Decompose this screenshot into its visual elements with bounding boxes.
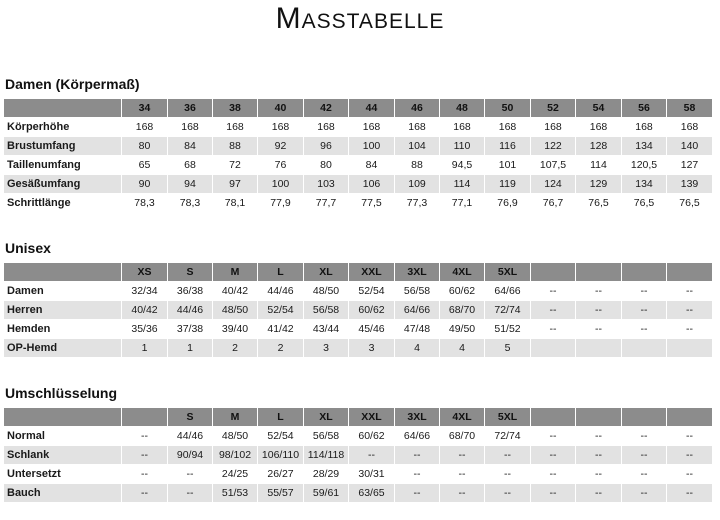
table-cell: 56/58 (304, 301, 349, 320)
table-cell: 94,5 (440, 156, 485, 175)
row-label: Gesäßumfang (4, 175, 122, 194)
table-cell: 107,5 (531, 156, 576, 175)
table-header-cell: 46 (395, 99, 440, 118)
table-cell: 40/42 (122, 301, 168, 320)
size-table (3, 98, 713, 213)
table-header-cell: 4XL (440, 408, 485, 427)
table-cell: -- (576, 484, 622, 503)
table-header-cell: 40 (258, 99, 304, 118)
table-header-cell (576, 263, 622, 282)
table-cell: 168 (213, 118, 258, 137)
table-cell: 76,5 (622, 194, 667, 213)
table-cell: 48/50 (304, 282, 349, 301)
table-cell: 1 (122, 339, 168, 358)
table-cell: -- (667, 320, 713, 339)
table-cell: 168 (576, 118, 622, 137)
page-title: Masstabelle (275, 2, 445, 35)
table-cell: 55/57 (258, 484, 304, 503)
table-cell: 76,5 (576, 194, 622, 213)
table-cell: -- (622, 301, 667, 320)
table-cell: 122 (531, 137, 576, 156)
table-header-cell: 58 (667, 99, 713, 118)
table-cell: 44/46 (168, 301, 213, 320)
table-cell: 64/66 (395, 301, 440, 320)
table-cell: 76 (258, 156, 304, 175)
table-cell: 56/58 (304, 427, 349, 446)
table-cell: 97 (213, 175, 258, 194)
table-cell: -- (531, 282, 576, 301)
section-title: Unisex (5, 240, 51, 256)
table-cell: 51/53 (213, 484, 258, 503)
table-cell: -- (395, 446, 440, 465)
table-cell: -- (531, 427, 576, 446)
table-header-cell (667, 408, 713, 427)
table-row (4, 427, 713, 446)
table-cell: 64/66 (395, 427, 440, 446)
table-header-cell: 54 (576, 99, 622, 118)
table-cell: 77,3 (395, 194, 440, 213)
table-cell: 36/38 (168, 282, 213, 301)
table-header-cell: 44 (349, 99, 395, 118)
table-cell: -- (667, 282, 713, 301)
table-cell: -- (576, 446, 622, 465)
table-cell: 168 (122, 118, 168, 137)
row-label: Normal (4, 427, 122, 446)
table-cell: -- (576, 465, 622, 484)
row-label: Schrittlänge (4, 194, 122, 213)
table-cell: -- (576, 282, 622, 301)
size-table (3, 407, 713, 503)
table-cell: -- (622, 465, 667, 484)
table-cell: 168 (258, 118, 304, 137)
table-cell: -- (576, 301, 622, 320)
table-cell: 168 (440, 118, 485, 137)
table-header-row (4, 99, 713, 118)
table-cell: 116 (485, 137, 531, 156)
table-cell: 51/52 (485, 320, 531, 339)
table-cell: 110 (440, 137, 485, 156)
table-row (4, 137, 713, 156)
table-cell: 72/74 (485, 301, 531, 320)
table-cell: -- (622, 427, 667, 446)
table-header-cell: XL (304, 263, 349, 282)
table-cell: 2 (213, 339, 258, 358)
row-label: OP-Hemd (4, 339, 122, 358)
table-cell (531, 339, 576, 358)
table-header-cell (122, 408, 168, 427)
table-header-cell: 5XL (485, 263, 531, 282)
table-cell: 120,5 (622, 156, 667, 175)
table-cell: 134 (622, 137, 667, 156)
table-cell: 127 (667, 156, 713, 175)
table-cell: -- (349, 446, 395, 465)
table-cell: 41/42 (258, 320, 304, 339)
table-cell: 37/38 (168, 320, 213, 339)
table-cell: -- (622, 320, 667, 339)
table-header-cell: XXL (349, 408, 395, 427)
table-cell: 124 (531, 175, 576, 194)
size-table (3, 262, 713, 358)
table-cell: 128 (576, 137, 622, 156)
table-cell: 77,1 (440, 194, 485, 213)
table-cell: -- (667, 465, 713, 484)
table-cell: 84 (168, 137, 213, 156)
table-cell: -- (168, 465, 213, 484)
table-cell: 44/46 (168, 427, 213, 446)
table-header-cell: 52 (531, 99, 576, 118)
table-cell: 104 (395, 137, 440, 156)
table-cell: 68/70 (440, 427, 485, 446)
table-row (4, 484, 713, 503)
table-cell: -- (485, 484, 531, 503)
section-title: Damen (Körpermaß) (5, 76, 140, 92)
table-header-row (4, 408, 713, 427)
table-cell: 78,1 (213, 194, 258, 213)
table-cell (576, 339, 622, 358)
table-cell: 77,7 (304, 194, 349, 213)
table-cell: 109 (395, 175, 440, 194)
table-cell: -- (622, 446, 667, 465)
table-cell: 65 (122, 156, 168, 175)
table-cell: 5 (485, 339, 531, 358)
table-cell: 72/74 (485, 427, 531, 446)
table-header-cell: XXL (349, 263, 395, 282)
table-header-cell: M (213, 263, 258, 282)
table-cell: -- (667, 427, 713, 446)
table-cell: 168 (349, 118, 395, 137)
table-row (4, 446, 713, 465)
table-cell: 168 (622, 118, 667, 137)
table-row (4, 118, 713, 137)
table-cell: -- (622, 282, 667, 301)
table-header-cell (622, 263, 667, 282)
table-header-cell: 34 (122, 99, 168, 118)
table-header-cell (667, 263, 713, 282)
table-cell: 3 (349, 339, 395, 358)
table-cell: 48/50 (213, 301, 258, 320)
table-corner-cell (4, 408, 122, 427)
table-cell: 56/58 (395, 282, 440, 301)
table-cell: -- (531, 320, 576, 339)
table-cell: -- (440, 465, 485, 484)
table-cell: 60/62 (440, 282, 485, 301)
table-cell: 114 (440, 175, 485, 194)
table-header-cell (531, 263, 576, 282)
table-header-cell: M (213, 408, 258, 427)
table-cell: -- (531, 301, 576, 320)
table-cell: 35/36 (122, 320, 168, 339)
table-header-cell: 3XL (395, 408, 440, 427)
table-cell: 168 (304, 118, 349, 137)
table-cell: -- (667, 484, 713, 503)
table-cell: 101 (485, 156, 531, 175)
table-cell: -- (531, 465, 576, 484)
table-cell: 98/102 (213, 446, 258, 465)
table-cell: 106 (349, 175, 395, 194)
table-cell: 168 (667, 118, 713, 137)
table-cell: 43/44 (304, 320, 349, 339)
table-cell: 2 (258, 339, 304, 358)
row-label: Körperhöhe (4, 118, 122, 137)
table-cell: 40/42 (213, 282, 258, 301)
section-title: Umschlüsselung (5, 385, 118, 401)
table-cell: 78,3 (168, 194, 213, 213)
table-cell: 30/31 (349, 465, 395, 484)
table-cell: -- (122, 427, 168, 446)
table-cell: 59/61 (304, 484, 349, 503)
row-label: Taillenumfang (4, 156, 122, 175)
table-header-cell: 4XL (440, 263, 485, 282)
table-header-cell: 56 (622, 99, 667, 118)
table-header-cell: L (258, 408, 304, 427)
table-header-cell: 50 (485, 99, 531, 118)
table-row (4, 194, 713, 213)
table-cell: -- (576, 320, 622, 339)
table-cell: 24/25 (213, 465, 258, 484)
table-corner-cell (4, 99, 122, 118)
table-cell: 134 (622, 175, 667, 194)
row-label: Untersetzt (4, 465, 122, 484)
table-header-cell: 36 (168, 99, 213, 118)
row-label: Schlank (4, 446, 122, 465)
row-label: Bauch (4, 484, 122, 503)
table-cell: -- (622, 484, 667, 503)
row-label: Brustumfang (4, 137, 122, 156)
table-cell: 168 (531, 118, 576, 137)
table-cell: 129 (576, 175, 622, 194)
table-cell: -- (485, 446, 531, 465)
table-cell: 28/29 (304, 465, 349, 484)
table-cell: 88 (395, 156, 440, 175)
table-cell: 60/62 (349, 301, 395, 320)
table-cell: 3 (304, 339, 349, 358)
table-cell: 100 (349, 137, 395, 156)
table-cell: 52/54 (258, 427, 304, 446)
table-cell: 48/50 (213, 427, 258, 446)
table-cell: 114 (576, 156, 622, 175)
table-cell: 68 (168, 156, 213, 175)
table-header-cell: 42 (304, 99, 349, 118)
table-cell: 140 (667, 137, 713, 156)
table-header-cell: S (168, 263, 213, 282)
table-header-cell: 3XL (395, 263, 440, 282)
table-cell: -- (395, 484, 440, 503)
table-cell: -- (667, 301, 713, 320)
table-cell: 26/27 (258, 465, 304, 484)
table-header-cell: XL (304, 408, 349, 427)
table-cell: 114/118 (304, 446, 349, 465)
table-cell: -- (667, 446, 713, 465)
table-cell: 32/34 (122, 282, 168, 301)
table-cell: 100 (258, 175, 304, 194)
table-row (4, 282, 713, 301)
table-cell: -- (531, 484, 576, 503)
table-cell: 76,9 (485, 194, 531, 213)
table-cell: 47/48 (395, 320, 440, 339)
table-cell: 80 (122, 137, 168, 156)
table-row (4, 339, 713, 358)
table-cell: 139 (667, 175, 713, 194)
table-cell: 96 (304, 137, 349, 156)
table-cell (667, 339, 713, 358)
table-cell: 63/65 (349, 484, 395, 503)
row-label: Damen (4, 282, 122, 301)
table-cell: 44/46 (258, 282, 304, 301)
table-cell: -- (440, 484, 485, 503)
table-cell: -- (122, 446, 168, 465)
table-cell: 52/54 (258, 301, 304, 320)
table-cell: 77,9 (258, 194, 304, 213)
table-cell: -- (168, 484, 213, 503)
table-cell: 49/50 (440, 320, 485, 339)
table-header-row (4, 263, 713, 282)
table-cell: 45/46 (349, 320, 395, 339)
table-cell: 90 (122, 175, 168, 194)
table-cell: -- (531, 446, 576, 465)
table-row (4, 320, 713, 339)
table-header-cell: L (258, 263, 304, 282)
table-cell: 39/40 (213, 320, 258, 339)
table-cell: 64/66 (485, 282, 531, 301)
table-cell: 168 (395, 118, 440, 137)
table-cell (622, 339, 667, 358)
table-cell: 80 (304, 156, 349, 175)
table-cell: 68/70 (440, 301, 485, 320)
table-header-cell: S (168, 408, 213, 427)
table-cell: -- (440, 446, 485, 465)
table-cell: -- (122, 484, 168, 503)
table-cell: 168 (485, 118, 531, 137)
table-row (4, 175, 713, 194)
row-label: Hemden (4, 320, 122, 339)
table-header-cell (531, 408, 576, 427)
table-cell: 76,5 (667, 194, 713, 213)
table-cell: 103 (304, 175, 349, 194)
table-cell: 77,5 (349, 194, 395, 213)
table-corner-cell (4, 263, 122, 282)
table-cell: -- (395, 465, 440, 484)
table-cell: 168 (168, 118, 213, 137)
table-cell: 90/94 (168, 446, 213, 465)
table-header-cell (576, 408, 622, 427)
table-cell: 72 (213, 156, 258, 175)
table-header-cell: 38 (213, 99, 258, 118)
table-cell: 1 (168, 339, 213, 358)
table-cell: -- (485, 465, 531, 484)
table-cell: 4 (440, 339, 485, 358)
table-header-cell: 5XL (485, 408, 531, 427)
table-cell: 106/110 (258, 446, 304, 465)
table-header-cell (622, 408, 667, 427)
table-cell: 119 (485, 175, 531, 194)
table-cell: -- (576, 427, 622, 446)
table-cell: 78,3 (122, 194, 168, 213)
row-label: Herren (4, 301, 122, 320)
table-cell: 76,7 (531, 194, 576, 213)
table-cell: 84 (349, 156, 395, 175)
table-cell: 4 (395, 339, 440, 358)
table-cell: 92 (258, 137, 304, 156)
table-row (4, 465, 713, 484)
table-row (4, 301, 713, 320)
table-row (4, 156, 713, 175)
table-header-cell: 48 (440, 99, 485, 118)
table-cell: 60/62 (349, 427, 395, 446)
table-cell: -- (122, 465, 168, 484)
table-cell: 88 (213, 137, 258, 156)
table-cell: 52/54 (349, 282, 395, 301)
table-header-cell: XS (122, 263, 168, 282)
table-cell: 94 (168, 175, 213, 194)
